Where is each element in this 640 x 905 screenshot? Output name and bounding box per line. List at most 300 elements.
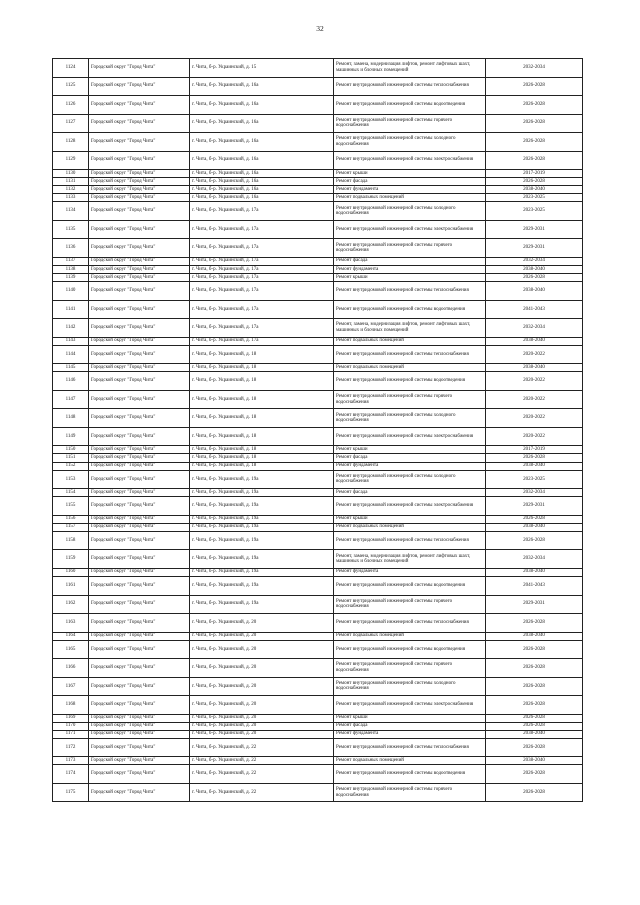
address-cell: г. Чита, б-р. Украинский, д. 17а bbox=[190, 202, 334, 221]
period-cell: 2026-2028 bbox=[486, 614, 583, 633]
municipality-cell: Городской округ "Город Чита" bbox=[89, 265, 190, 273]
municipality-cell: Городской округ "Город Чита" bbox=[89, 337, 190, 345]
work-type-cell: Ремонт фасада bbox=[334, 178, 486, 186]
work-type-cell: Ремонт внутридомовой инженерной системы горячего водоснабжения bbox=[334, 783, 486, 802]
municipality-cell: Городской округ "Город Чита" bbox=[89, 170, 190, 178]
row-number: 1157 bbox=[53, 523, 89, 531]
address-cell: г. Чита, б-р. Украинский, д. 16а bbox=[190, 194, 334, 202]
municipality-cell: Городской округ "Город Чита" bbox=[89, 595, 190, 614]
page-number: 32 bbox=[316, 24, 324, 33]
row-number: 1147 bbox=[53, 390, 89, 409]
period-cell: 2038-2040 bbox=[486, 568, 583, 576]
table-row bbox=[53, 714, 583, 722]
period-cell: 2020-2022 bbox=[486, 390, 583, 409]
address-cell: г. Чита, б-р. Украинский, д. 19а bbox=[190, 515, 334, 523]
period-cell: 2026-2028 bbox=[486, 133, 583, 152]
table-row bbox=[53, 640, 583, 659]
period-cell: 2026-2028 bbox=[486, 677, 583, 696]
work-type-cell: Ремонт внутридомовой инженерной системы теплоснабжения bbox=[334, 531, 486, 550]
address-cell: г. Чита, б-р. Украинский, д. 16а bbox=[190, 96, 334, 115]
table-row bbox=[53, 409, 583, 428]
period-cell: 2038-2040 bbox=[486, 730, 583, 738]
municipality-cell: Городской округ "Город Чита" bbox=[89, 427, 190, 446]
row-number: 1174 bbox=[53, 765, 89, 784]
work-type-cell: Ремонт внутридомовой инженерной системы водоотведения bbox=[334, 372, 486, 391]
period-cell: 2020-2022 bbox=[486, 372, 583, 391]
address-cell: г. Чита, б-р. Украинский, д. 20 bbox=[190, 722, 334, 730]
row-number: 1142 bbox=[53, 319, 89, 338]
period-cell: 2038-2040 bbox=[486, 364, 583, 372]
row-number: 1134 bbox=[53, 202, 89, 221]
municipality-cell: Городской округ "Город Чита" bbox=[89, 151, 190, 170]
work-type-cell: Ремонт внутридомовой инженерной системы водоотведения bbox=[334, 640, 486, 659]
table-row bbox=[53, 77, 583, 96]
row-number: 1172 bbox=[53, 738, 89, 757]
period-cell: 2032-2034 bbox=[486, 257, 583, 265]
period-cell: 2023-2025 bbox=[486, 202, 583, 221]
period-cell: 2041-2043 bbox=[486, 577, 583, 596]
row-number: 1155 bbox=[53, 497, 89, 516]
work-type-cell: Ремонт, замена, модернизация лифтов, ремонт лифтовых шахт, машинных и блочных помещений bbox=[334, 319, 486, 338]
address-cell: г. Чита, б-р. Украинский, д. 17а bbox=[190, 220, 334, 239]
table-row bbox=[53, 300, 583, 319]
row-number: 1151 bbox=[53, 454, 89, 462]
municipality-cell: Городской округ "Город Чита" bbox=[89, 59, 190, 78]
work-type-cell: Ремонт крыши bbox=[334, 515, 486, 523]
municipality-cell: Городской округ "Город Чита" bbox=[89, 515, 190, 523]
table-row bbox=[53, 515, 583, 523]
row-number: 1125 bbox=[53, 77, 89, 96]
work-type-cell: Ремонт фундамента bbox=[334, 186, 486, 194]
work-type-cell: Ремонт подвальных помещений bbox=[334, 523, 486, 531]
row-number: 1152 bbox=[53, 462, 89, 470]
row-number: 1161 bbox=[53, 577, 89, 596]
address-cell: г. Чита, б-р. Украинский, д. 19а bbox=[190, 595, 334, 614]
address-cell: г. Чита, б-р. Украинский, д. 20 bbox=[190, 696, 334, 715]
row-number: 1150 bbox=[53, 446, 89, 454]
work-type-cell: Ремонт фундамента bbox=[334, 265, 486, 273]
work-type-cell: Ремонт фундамента bbox=[334, 730, 486, 738]
period-cell: 2026-2028 bbox=[486, 765, 583, 784]
address-cell: г. Чита, б-р. Украинский, д. 16а bbox=[190, 186, 334, 194]
period-cell: 2038-2040 bbox=[486, 632, 583, 640]
address-cell: г. Чита, б-р. Украинский, д. 19а bbox=[190, 531, 334, 550]
period-cell: 2017-2019 bbox=[486, 170, 583, 178]
repair-schedule-table bbox=[52, 58, 583, 802]
work-type-cell: Ремонт внутридомовой инженерной системы теплоснабжения bbox=[334, 614, 486, 633]
work-type-cell: Ремонт крыши bbox=[334, 446, 486, 454]
table-row bbox=[53, 765, 583, 784]
municipality-cell: Городской округ "Город Чита" bbox=[89, 497, 190, 516]
table-row bbox=[53, 523, 583, 531]
row-number: 1170 bbox=[53, 722, 89, 730]
address-cell: г. Чита, б-р. Украинский, д. 18 bbox=[190, 462, 334, 470]
address-cell: г. Чита, б-р. Украинский, д. 18 bbox=[190, 454, 334, 462]
period-cell: 2026-2028 bbox=[486, 659, 583, 678]
work-type-cell: Ремонт внутридомовой инженерной системы холодного водоснабжения bbox=[334, 202, 486, 221]
work-type-cell: Ремонт внутридомовой инженерной системы теплоснабжения bbox=[334, 77, 486, 96]
row-number: 1132 bbox=[53, 186, 89, 194]
work-type-cell: Ремонт подвальных помещений bbox=[334, 757, 486, 765]
municipality-cell: Городской округ "Город Чита" bbox=[89, 454, 190, 462]
address-cell: г. Чита, б-р. Украинский, д. 17а bbox=[190, 257, 334, 265]
row-number: 1164 bbox=[53, 632, 89, 640]
work-type-cell: Ремонт внутридомовой инженерной системы водоотведения bbox=[334, 300, 486, 319]
period-cell: 2017-2019 bbox=[486, 446, 583, 454]
period-cell: 2032-2034 bbox=[486, 550, 583, 569]
row-number: 1130 bbox=[53, 170, 89, 178]
period-cell: 2026-2028 bbox=[486, 714, 583, 722]
period-cell: 2020-2022 bbox=[486, 427, 583, 446]
row-number: 1173 bbox=[53, 757, 89, 765]
municipality-cell: Городской округ "Город Чита" bbox=[89, 730, 190, 738]
municipality-cell: Городской округ "Город Чита" bbox=[89, 470, 190, 489]
row-number: 1137 bbox=[53, 257, 89, 265]
table-row bbox=[53, 257, 583, 265]
address-cell: г. Чита, б-р. Украинский, д. 16а bbox=[190, 77, 334, 96]
row-number: 1145 bbox=[53, 364, 89, 372]
address-cell: г. Чита, б-р. Украинский, д. 17а bbox=[190, 319, 334, 338]
work-type-cell: Ремонт внутридомовой инженерной системы горячего водоснабжения bbox=[334, 114, 486, 133]
table-row bbox=[53, 722, 583, 730]
period-cell: 2026-2028 bbox=[486, 114, 583, 133]
address-cell: г. Чита, б-р. Украинский, д. 19а bbox=[190, 470, 334, 489]
table-row bbox=[53, 151, 583, 170]
address-cell: г. Чита, б-р. Украинский, д. 17а bbox=[190, 282, 334, 301]
municipality-cell: Городской округ "Город Чита" bbox=[89, 77, 190, 96]
municipality-cell: Городской округ "Город Чита" bbox=[89, 632, 190, 640]
table-row bbox=[53, 133, 583, 152]
work-type-cell: Ремонт подвальных помещений bbox=[334, 364, 486, 372]
address-cell: г. Чита, б-р. Украинский, д. 18 bbox=[190, 372, 334, 391]
municipality-cell: Городской округ "Город Чита" bbox=[89, 765, 190, 784]
address-cell: г. Чита, б-р. Украинский, д. 18 bbox=[190, 446, 334, 454]
address-cell: г. Чита, б-р. Украинский, д. 20 bbox=[190, 640, 334, 659]
row-number: 1159 bbox=[53, 550, 89, 569]
municipality-cell: Городской округ "Город Чита" bbox=[89, 300, 190, 319]
work-type-cell: Ремонт внутридомовой инженерной системы горячего водоснабжения bbox=[334, 239, 486, 258]
work-type-cell: Ремонт подвальных помещений bbox=[334, 194, 486, 202]
work-type-cell: Ремонт фасада bbox=[334, 489, 486, 497]
period-cell: 2038-2040 bbox=[486, 282, 583, 301]
address-cell: г. Чита, б-р. Украинский, д. 20 bbox=[190, 659, 334, 678]
work-type-cell: Ремонт внутридомовой инженерной системы горячего водоснабжения bbox=[334, 390, 486, 409]
municipality-cell: Городской округ "Город Чита" bbox=[89, 722, 190, 730]
period-cell: 2026-2028 bbox=[486, 531, 583, 550]
table-row bbox=[53, 677, 583, 696]
table-row bbox=[53, 274, 583, 282]
period-cell: 2023-2025 bbox=[486, 194, 583, 202]
table-row bbox=[53, 186, 583, 194]
address-cell: г. Чита, б-р. Украинский, д. 16а bbox=[190, 133, 334, 152]
work-type-cell: Ремонт внутридомовой инженерной системы горячего водоснабжения bbox=[334, 659, 486, 678]
municipality-cell: Городской округ "Город Чита" bbox=[89, 133, 190, 152]
row-number: 1127 bbox=[53, 114, 89, 133]
table-row bbox=[53, 568, 583, 576]
table-row bbox=[53, 96, 583, 115]
row-number: 1139 bbox=[53, 274, 89, 282]
period-cell: 2023-2025 bbox=[486, 470, 583, 489]
table-row bbox=[53, 696, 583, 715]
period-cell: 2026-2028 bbox=[486, 640, 583, 659]
period-cell: 2026-2028 bbox=[486, 696, 583, 715]
row-number: 1169 bbox=[53, 714, 89, 722]
table-row bbox=[53, 454, 583, 462]
work-type-cell: Ремонт фасада bbox=[334, 454, 486, 462]
municipality-cell: Городской округ "Город Чита" bbox=[89, 345, 190, 364]
table-row bbox=[53, 783, 583, 802]
address-cell: г. Чита, б-р. Украинский, д. 22 bbox=[190, 783, 334, 802]
row-number: 1129 bbox=[53, 151, 89, 170]
period-cell: 2026-2028 bbox=[486, 274, 583, 282]
row-number: 1133 bbox=[53, 194, 89, 202]
address-cell: г. Чита, б-р. Украинский, д. 22 bbox=[190, 738, 334, 757]
work-type-cell: Ремонт, замена, модернизация лифтов, ремонт лифтовых шахт, машинных и блочных помещений bbox=[334, 550, 486, 569]
address-cell: г. Чита, б-р. Украинский, д. 17а bbox=[190, 274, 334, 282]
address-cell: г. Чита, б-р. Украинский, д. 19а bbox=[190, 523, 334, 531]
municipality-cell: Городской округ "Город Чита" bbox=[89, 783, 190, 802]
table-row bbox=[53, 202, 583, 221]
table-row bbox=[53, 372, 583, 391]
period-cell: 2020-2022 bbox=[486, 409, 583, 428]
municipality-cell: Городской округ "Город Чита" bbox=[89, 239, 190, 258]
work-type-cell: Ремонт внутридомовой инженерной системы холодного водоснабжения bbox=[334, 470, 486, 489]
table-row bbox=[53, 239, 583, 258]
table-body bbox=[53, 59, 583, 802]
address-cell: г. Чита, б-р. Украинский, д. 15 bbox=[190, 59, 334, 78]
table-row bbox=[53, 59, 583, 78]
period-cell: 2026-2028 bbox=[486, 454, 583, 462]
row-number: 1153 bbox=[53, 470, 89, 489]
row-number: 1146 bbox=[53, 372, 89, 391]
work-type-cell: Ремонт, замена, модернизация лифтов, ремонт лифтовых шахт, машинных и блочных помещений bbox=[334, 59, 486, 78]
municipality-cell: Городской округ "Город Чита" bbox=[89, 757, 190, 765]
address-cell: г. Чита, б-р. Украинский, д. 17а bbox=[190, 239, 334, 258]
municipality-cell: Городской округ "Город Чита" bbox=[89, 550, 190, 569]
work-type-cell: Ремонт фасада bbox=[334, 722, 486, 730]
address-cell: г. Чита, б-р. Украинский, д. 22 bbox=[190, 765, 334, 784]
work-type-cell: Ремонт внутридомовой инженерной системы горячего водоснабжения bbox=[334, 595, 486, 614]
work-type-cell: Ремонт внутридомовой инженерной системы водоотведения bbox=[334, 96, 486, 115]
work-type-cell: Ремонт фундамента bbox=[334, 568, 486, 576]
table-row bbox=[53, 489, 583, 497]
municipality-cell: Городской округ "Город Чита" bbox=[89, 319, 190, 338]
table-row bbox=[53, 659, 583, 678]
municipality-cell: Городской округ "Город Чита" bbox=[89, 186, 190, 194]
work-type-cell: Ремонт внутридомовой инженерной системы электроснабжения bbox=[334, 696, 486, 715]
table-row bbox=[53, 595, 583, 614]
period-cell: 2038-2040 bbox=[486, 265, 583, 273]
row-number: 1171 bbox=[53, 730, 89, 738]
table-row bbox=[53, 427, 583, 446]
period-cell: 2026-2028 bbox=[486, 178, 583, 186]
row-number: 1136 bbox=[53, 239, 89, 258]
period-cell: 2026-2028 bbox=[486, 151, 583, 170]
address-cell: г. Чита, б-р. Украинский, д. 22 bbox=[190, 757, 334, 765]
row-number: 1148 bbox=[53, 409, 89, 428]
work-type-cell: Ремонт внутридомовой инженерной системы теплоснабжения bbox=[334, 282, 486, 301]
row-number: 1138 bbox=[53, 265, 89, 273]
address-cell: г. Чита, б-р. Украинский, д. 20 bbox=[190, 730, 334, 738]
work-type-cell: Ремонт фундамента bbox=[334, 462, 486, 470]
municipality-cell: Городской округ "Город Чита" bbox=[89, 96, 190, 115]
municipality-cell: Городской округ "Город Чита" bbox=[89, 489, 190, 497]
period-cell: 2026-2028 bbox=[486, 77, 583, 96]
work-type-cell: Ремонт внутридомовой инженерной системы электроснабжения bbox=[334, 497, 486, 516]
municipality-cell: Городской округ "Город Чита" bbox=[89, 577, 190, 596]
municipality-cell: Городской округ "Город Чита" bbox=[89, 372, 190, 391]
work-type-cell: Ремонт крыши bbox=[334, 170, 486, 178]
table-row bbox=[53, 364, 583, 372]
address-cell: г. Чита, б-р. Украинский, д. 19а bbox=[190, 568, 334, 576]
address-cell: г. Чита, б-р. Украинский, д. 18 bbox=[190, 345, 334, 364]
table-row bbox=[53, 194, 583, 202]
municipality-cell: Городской округ "Город Чита" bbox=[89, 462, 190, 470]
period-cell: 2020-2022 bbox=[486, 345, 583, 364]
municipality-cell: Городской округ "Город Чита" bbox=[89, 640, 190, 659]
municipality-cell: Городской округ "Город Чита" bbox=[89, 614, 190, 633]
period-cell: 2032-2034 bbox=[486, 489, 583, 497]
municipality-cell: Городской округ "Город Чита" bbox=[89, 220, 190, 239]
row-number: 1156 bbox=[53, 515, 89, 523]
municipality-cell: Городской округ "Город Чита" bbox=[89, 114, 190, 133]
row-number: 1135 bbox=[53, 220, 89, 239]
table-row bbox=[53, 614, 583, 633]
work-type-cell: Ремонт фасада bbox=[334, 257, 486, 265]
table-row bbox=[53, 345, 583, 364]
municipality-cell: Городской округ "Город Чита" bbox=[89, 677, 190, 696]
row-number: 1154 bbox=[53, 489, 89, 497]
period-cell: 2026-2028 bbox=[486, 783, 583, 802]
work-type-cell: Ремонт внутридомовой инженерной системы холодного водоснабжения bbox=[334, 677, 486, 696]
row-number: 1140 bbox=[53, 282, 89, 301]
address-cell: г. Чита, б-р. Украинский, д. 20 bbox=[190, 714, 334, 722]
address-cell: г. Чита, б-р. Украинский, д. 16а bbox=[190, 151, 334, 170]
row-number: 1160 bbox=[53, 568, 89, 576]
table-row bbox=[53, 632, 583, 640]
table-row bbox=[53, 265, 583, 273]
period-cell: 2029-2031 bbox=[486, 497, 583, 516]
table-row bbox=[53, 319, 583, 338]
municipality-cell: Городской округ "Город Чита" bbox=[89, 274, 190, 282]
table-row bbox=[53, 446, 583, 454]
row-number: 1167 bbox=[53, 677, 89, 696]
address-cell: г. Чита, б-р. Украинский, д. 16а bbox=[190, 114, 334, 133]
period-cell: 2038-2040 bbox=[486, 523, 583, 531]
table-row bbox=[53, 757, 583, 765]
work-type-cell: Ремонт крыши bbox=[334, 274, 486, 282]
address-cell: г. Чита, б-р. Украинский, д. 17а bbox=[190, 337, 334, 345]
work-type-cell: Ремонт внутридомовой инженерной системы холодного водоснабжения bbox=[334, 409, 486, 428]
municipality-cell: Городской округ "Город Чита" bbox=[89, 364, 190, 372]
row-number: 1141 bbox=[53, 300, 89, 319]
row-number: 1128 bbox=[53, 133, 89, 152]
work-type-cell: Ремонт крыши bbox=[334, 714, 486, 722]
period-cell: 2029-2031 bbox=[486, 595, 583, 614]
table-row bbox=[53, 462, 583, 470]
period-cell: 2029-2031 bbox=[486, 239, 583, 258]
municipality-cell: Городской округ "Город Чита" bbox=[89, 568, 190, 576]
table-row bbox=[53, 497, 583, 516]
row-number: 1124 bbox=[53, 59, 89, 78]
address-cell: г. Чита, б-р. Украинский, д. 18 bbox=[190, 409, 334, 428]
period-cell: 2038-2040 bbox=[486, 757, 583, 765]
table-row bbox=[53, 531, 583, 550]
table-row bbox=[53, 220, 583, 239]
municipality-cell: Городской округ "Город Чита" bbox=[89, 531, 190, 550]
row-number: 1165 bbox=[53, 640, 89, 659]
municipality-cell: Городской округ "Город Чита" bbox=[89, 714, 190, 722]
municipality-cell: Городской округ "Город Чита" bbox=[89, 659, 190, 678]
table-row bbox=[53, 738, 583, 757]
period-cell: 2038-2040 bbox=[486, 186, 583, 194]
table-row bbox=[53, 337, 583, 345]
municipality-cell: Городской округ "Город Чита" bbox=[89, 446, 190, 454]
work-type-cell: Ремонт внутридомовой инженерной системы теплоснабжения bbox=[334, 345, 486, 364]
table-row bbox=[53, 470, 583, 489]
period-cell: 2038-2040 bbox=[486, 462, 583, 470]
work-type-cell: Ремонт внутридомовой инженерной системы электроснабжения bbox=[334, 151, 486, 170]
period-cell: 2041-2043 bbox=[486, 300, 583, 319]
work-type-cell: Ремонт подвальных помещений bbox=[334, 632, 486, 640]
address-cell: г. Чита, б-р. Украинский, д. 19а bbox=[190, 550, 334, 569]
address-cell: г. Чита, б-р. Украинский, д. 19а bbox=[190, 489, 334, 497]
table-row bbox=[53, 577, 583, 596]
row-number: 1149 bbox=[53, 427, 89, 446]
address-cell: г. Чита, б-р. Украинский, д. 18 bbox=[190, 390, 334, 409]
municipality-cell: Городской округ "Город Чита" bbox=[89, 178, 190, 186]
municipality-cell: Городской округ "Город Чита" bbox=[89, 696, 190, 715]
address-cell: г. Чита, б-р. Украинский, д. 19а bbox=[190, 577, 334, 596]
period-cell: 2038-2040 bbox=[486, 337, 583, 345]
municipality-cell: Городской округ "Город Чита" bbox=[89, 409, 190, 428]
municipality-cell: Городской округ "Город Чита" bbox=[89, 738, 190, 757]
row-number: 1168 bbox=[53, 696, 89, 715]
work-type-cell: Ремонт внутридомовой инженерной системы водоотведения bbox=[334, 765, 486, 784]
table-row bbox=[53, 170, 583, 178]
period-cell: 2032-2034 bbox=[486, 59, 583, 78]
address-cell: г. Чита, б-р. Украинский, д. 17а bbox=[190, 300, 334, 319]
address-cell: г. Чита, б-р. Украинский, д. 20 bbox=[190, 677, 334, 696]
address-cell: г. Чита, б-р. Украинский, д. 18 bbox=[190, 364, 334, 372]
period-cell: 2026-2028 bbox=[486, 96, 583, 115]
row-number: 1126 bbox=[53, 96, 89, 115]
period-cell: 2029-2031 bbox=[486, 220, 583, 239]
row-number: 1162 bbox=[53, 595, 89, 614]
work-type-cell: Ремонт подвальных помещений bbox=[334, 337, 486, 345]
period-cell: 2032-2034 bbox=[486, 319, 583, 338]
address-cell: г. Чита, б-р. Украинский, д. 16а bbox=[190, 170, 334, 178]
address-cell: г. Чита, б-р. Украинский, д. 20 bbox=[190, 614, 334, 633]
table-row bbox=[53, 282, 583, 301]
period-cell: 2026-2028 bbox=[486, 722, 583, 730]
municipality-cell: Городской округ "Город Чита" bbox=[89, 257, 190, 265]
address-cell: г. Чита, б-р. Украинский, д. 16а bbox=[190, 178, 334, 186]
municipality-cell: Городской округ "Город Чита" bbox=[89, 523, 190, 531]
address-cell: г. Чита, б-р. Украинский, д. 17а bbox=[190, 265, 334, 273]
address-cell: г. Чита, б-р. Украинский, д. 19а bbox=[190, 497, 334, 516]
table-row bbox=[53, 730, 583, 738]
row-number: 1144 bbox=[53, 345, 89, 364]
row-number: 1166 bbox=[53, 659, 89, 678]
work-type-cell: Ремонт внутридомовой инженерной системы водоотведения bbox=[334, 577, 486, 596]
work-type-cell: Ремонт внутридомовой инженерной системы теплоснабжения bbox=[334, 738, 486, 757]
row-number: 1175 bbox=[53, 783, 89, 802]
municipality-cell: Городской округ "Город Чита" bbox=[89, 390, 190, 409]
work-type-cell: Ремонт внутридомовой инженерной системы электроснабжения bbox=[334, 427, 486, 446]
work-type-cell: Ремонт внутридомовой инженерной системы электроснабжения bbox=[334, 220, 486, 239]
table-row bbox=[53, 550, 583, 569]
